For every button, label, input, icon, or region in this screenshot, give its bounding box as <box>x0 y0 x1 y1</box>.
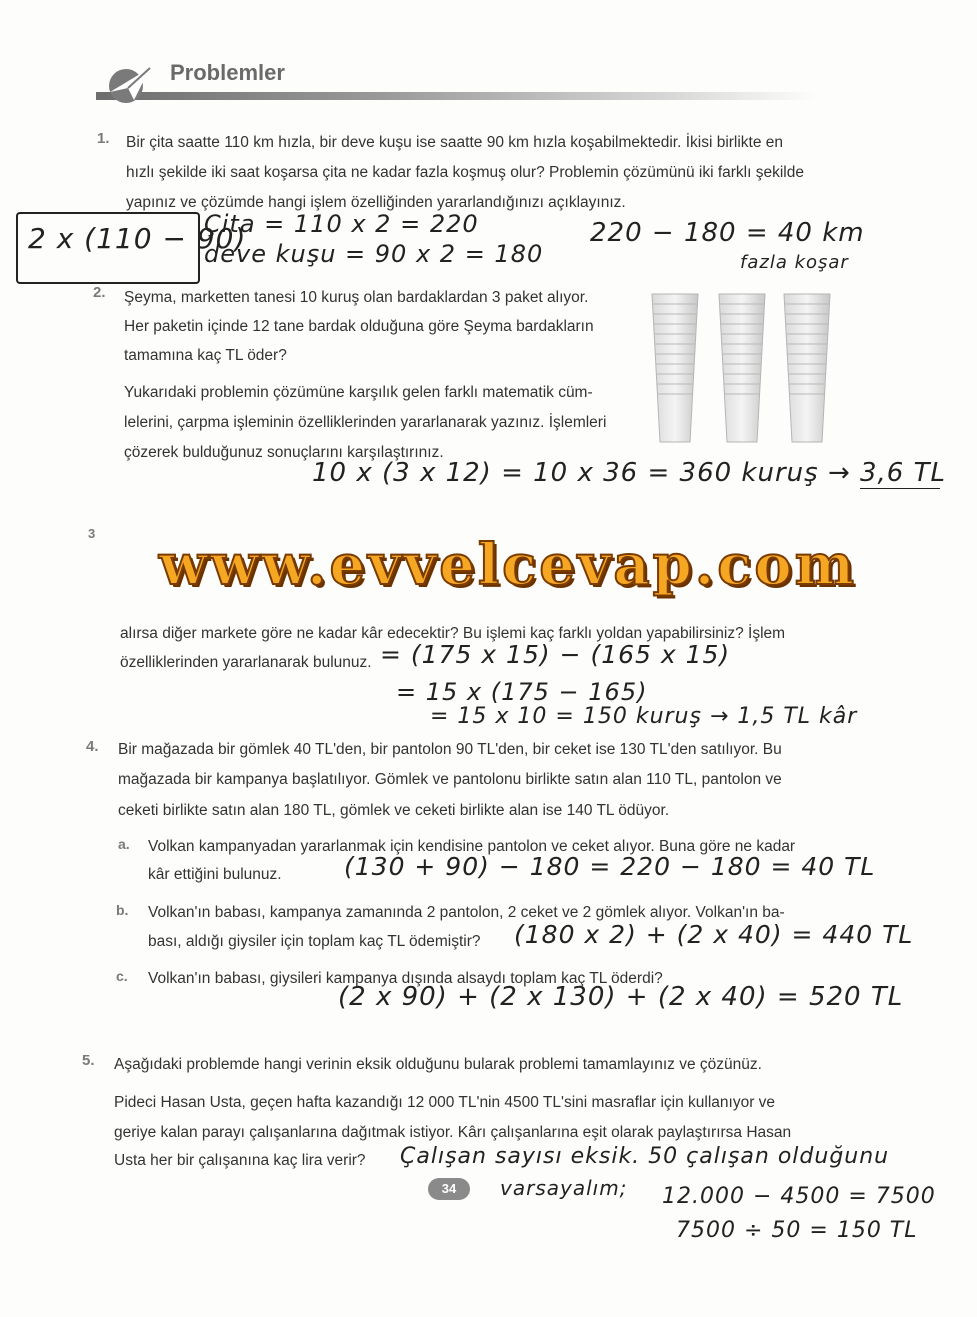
q1-handwritten-deve: deve kuşu = 90 x 2 = 180 <box>204 240 544 268</box>
q4a-handwritten-solution: (130 + 90) − 180 = 220 − 180 = 40 TL <box>344 852 876 881</box>
q4-text-line-2: mağazada bir kampanya başlatılıyor. Gömlek ve pantolonu birlikte satın alan 110 TL, pantolon ve <box>118 771 782 788</box>
q2-answer-underline <box>860 488 940 489</box>
header-bar <box>96 92 816 100</box>
cup-stacks-image <box>648 288 838 446</box>
paper-plane-icon <box>104 62 154 104</box>
q1-text-line-3: yapınız ve çözümde hangi işlem özelliğinden yararlandığınızı açıklayınız. <box>126 194 626 211</box>
q2-handwritten-solution: 10 x (3 x 12) = 10 x 36 = 360 kuruş → 3,6 TL <box>312 458 946 488</box>
q3-text-line-2: özelliklerinden yararlanarak bulunuz. <box>120 654 372 671</box>
q4b-text-line-1: Volkan'ın babası, kampanya zamanında 2 pantolon, 2 ceket ve 2 gömlek alıyor. Volkan'ın ba- <box>148 904 785 921</box>
q1-handwritten-note: fazla koşar <box>740 252 849 273</box>
q1-handwritten-cita: Çita = 110 x 2 = 220 <box>204 210 479 238</box>
q1-text-line-2: hızlı şekilde iki saat koşarsa çita ne kadar fazla koşmuş olur? Problemin çözümünü iki farklı şekilde <box>126 164 804 181</box>
q5-text-line-2: geriye kalan parayı çalışanlarına dağıtmak istiyor. Kârı çalışanlarına eşit olarak paylaştırırsa Hasan <box>114 1124 792 1141</box>
q5-text-line-3: Usta her bir çalışanına kaç lira verir? <box>114 1152 366 1169</box>
q1-handwritten-formula: 2 x (110 − 90) <box>28 222 247 255</box>
watermark: www.evvelcevap.com <box>159 532 857 598</box>
q4-text-line-1: Bir mağazada bir gömlek 40 TL'den, bir pantolon 90 TL'den, bir ceket ise 130 TL'den satılıyor. Bu <box>118 741 782 758</box>
page-title: Problemler <box>170 60 285 85</box>
q2-text-line-3: tamamına kaç TL öder? <box>124 347 287 364</box>
q3-handwritten-line-3: = 15 x 10 = 150 kuruş → 1,5 TL kâr <box>430 704 858 729</box>
q4b-label: b. <box>116 902 129 918</box>
q2-text2-line-1: Yukarıdaki problemin çözümüne karşılık gelen farklı matematik cüm- <box>124 384 593 401</box>
q2-text2-line-2: lelerini, çarpma işleminin özelliklerinden yararlanarak yazınız. İşlemleri <box>124 414 607 431</box>
q4b-handwritten-solution: (180 x 2) + (2 x 40) = 440 TL <box>514 920 914 949</box>
q5-text-line-1: Pideci Hasan Usta, geçen hafta kazandığı 12 000 TL'nin 4500 TL'sini masraflar için kullanıyor ve <box>114 1094 776 1111</box>
q1-handwritten-difference: 220 − 180 = 40 km <box>590 218 865 248</box>
q5-number: 5. <box>82 1052 95 1069</box>
q3-handwritten-line-2: = 15 x (175 − 165) <box>396 678 648 706</box>
q4a-text-line-2: kâr ettiğini bulunuz. <box>148 866 282 883</box>
q3-number: 3 <box>88 526 96 541</box>
page-number: 34 <box>428 1178 470 1200</box>
q1-text-line-1: Bir çita saatte 110 km hızla, bir deve kuşu ise saatte 90 km hızla koşabilmektedir. İkisi birlikte en <box>126 134 784 151</box>
q4-text-line-3: ceketi birlikte satın alan 180 TL, gömlek ve ceketi birlikte alan ise 140 TL ödüyor. <box>118 802 670 819</box>
q5-handwritten-line-3: 12.000 − 4500 = 7500 <box>662 1184 936 1209</box>
q4-number: 4. <box>86 738 99 755</box>
q4c-text-line-1: Volkan'ın babası, giysileri kampanya dışında alsaydı toplam kaç TL öderdi? <box>148 970 663 987</box>
q2-text-line-2: Her paketin içinde 12 tane bardak olduğuna göre Şeyma bardakların <box>124 318 594 335</box>
q4a-label: a. <box>118 836 130 852</box>
q1-number: 1. <box>97 130 110 147</box>
q5-handwritten-line-2: varsayalım; <box>500 1176 628 1200</box>
q5-handwritten-line-4: 7500 ÷ 50 = 150 TL <box>676 1218 918 1243</box>
q3-text-line-1: alırsa diğer markete göre ne kadar kâr edecektir? Bu işlemi kaç farklı yoldan yapabilirsiniz? İşlem <box>120 625 786 642</box>
q4b-text-line-2: bası, aldığı giysiler için toplam kaç TL ödemiştir? <box>148 933 481 950</box>
q2-text2-line-3: çözerek bulduğunuz sonuçlarını karşılaştırınız. <box>124 444 444 461</box>
q2-number: 2. <box>93 284 106 301</box>
q4c-handwritten-solution: (2 x 90) + (2 x 130) + (2 x 40) = 520 TL <box>338 982 904 1012</box>
q5-handwritten-line-1: Çalışan sayısı eksik. 50 çalışan olduğunu <box>400 1144 890 1169</box>
q4c-label: c. <box>116 968 128 984</box>
q2-text-line-1: Şeyma, marketten tanesi 10 kuruş olan bardaklardan 3 paket alıyor. <box>124 289 589 306</box>
q4a-text-line-1: Volkan kampanyadan yararlanmak için kendisine pantolon ve ceket alıyor. Buna göre ne kadar <box>148 838 796 855</box>
q3-handwritten-line-1: = (175 x 15) − (165 x 15) <box>380 640 731 669</box>
q5-intro: Aşağıdaki problemde hangi verinin eksik olduğunu bularak problemi tamamlayınız ve çözünüz. <box>114 1056 762 1073</box>
